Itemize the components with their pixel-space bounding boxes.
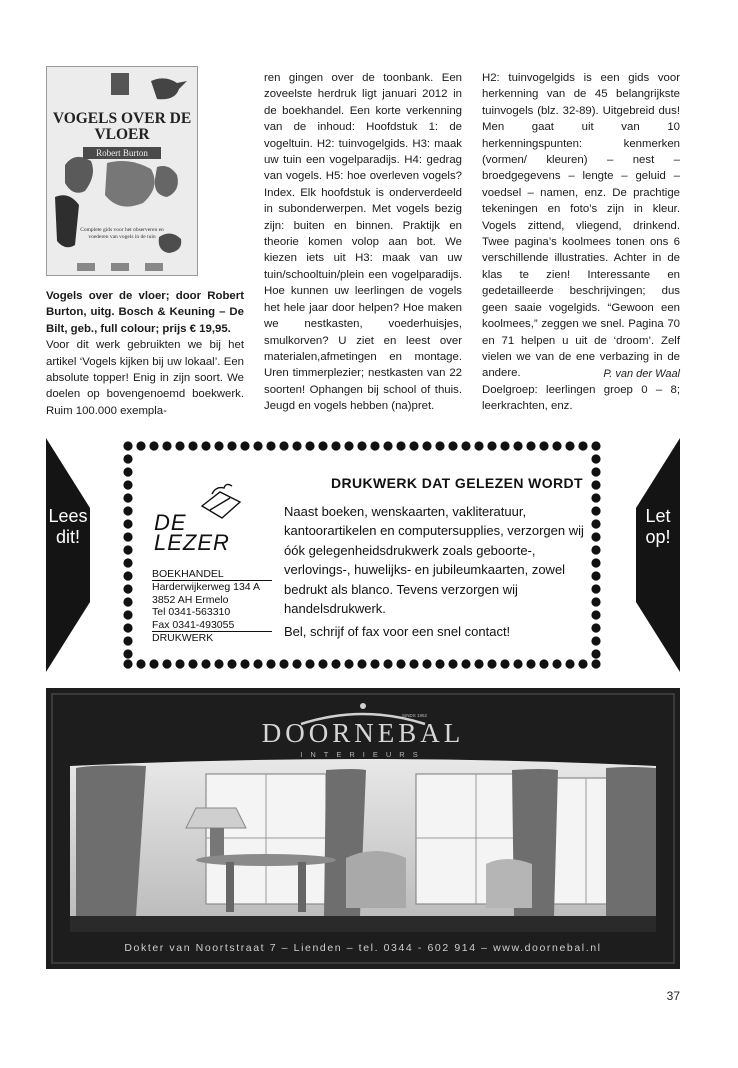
article-column-2 [264,70,462,415]
article-column-3 [482,70,680,415]
border-dots-top [136,441,587,450]
lezer-phone: Tel 0341-563310 [152,606,231,619]
doornebal-tagline: INTERIEURS [300,750,426,759]
article-text-col2: ren gingen over de toonbank. Een zoveelste herdruk ligt januari 2012 in de boekhandel. Een korte verkenning van de inhoud: Hoofdstuk 1: de vogeltuin. H2: tuinvogelgids. H3: maak uw tuin een vogelparadijs. H4: gedrag van vogels. H5: hoe overleven vogels? Index. Elk hoofdstuk is onderverdeeld in subonderwerpen. Met vogels bezig zijn: buiten en binnen. Praktijk en theorie komen volop aan bot. We kiezen iets uit H3: maak van uw tuin/schooltuin/plein een vogelparadijs. Hoe kunnen uw leerlingen de vogels het hele jaar door helpen? Hoe maken we nestkasten, voederhuisjes, smulkorven? U ziet en leest over materialen,afmetingen en montage. Uren timmerplezier; nestkasten van 22 soorten! Ophangen bij school of thuis. Jeugd en vogels hebben (na)pret. [264,72,462,413]
boekhandel-label: BOEKHANDEL [152,568,272,581]
ad-doornebal [46,688,680,969]
lezer-fax: Fax 0341-493055 [152,619,272,632]
article-text-col1: Voor dit werk gebruikten we bij het artikel ‘Vogels kijken bij uw lokaal’. Een absolute topper! Enig in zijn soort. We doelen op bovengenoemd boekwerk. Ruim 100.000 exempla- [46,339,244,417]
article-text-col3: H2: tuinvogelgids is een gids voor herkenning van de 45 belangrijkste tuinvogels (blz. 32-89). Uitgebreid dus! Men gaat uit van 10 herkenningspunten: kenmerken (vormen/ kleuren) – nest – broedgegevens – lengte – geluid – voedsel – namen, enz. De prachtige tekeningen en foto’s zijn in kleur. Vogels zittend, vliegend, drinkend. Twee pagina’s koolmees tonen ons 6 verschillende illustraties. Achter in de klas te zien! Interessante en gedetailleerde beschrijvingen; dus geen saaie vogelgids. “Gewoon een koolmees,” zeggen we snel. Pagina 70 en 71 helpen u uit de ‘droom’. Zelf vielen we van de ene verbazing in de andere. [482,72,680,380]
ad-body-text: Naast boeken, wenskaarten, vakliteratuur, kantoorartikelen en computersupplies, verzorgen wij óók gelegenheidsdrukwerk zoals geboorte-, verlovings-, huwelijks- en jubileumkaarten, zowel bedrukt als blanco. Tevens verzorgen wij handelsdrukwerk. [284,504,584,617]
border-dots-bottom [136,659,587,668]
book-caption: Vogels over de vloer; door Robert Burton, uitg. Bosch & Keuning – De Bilt, geb., full colour; prijs € 19,95. [46,290,244,335]
doornebal-since: SINDS 1952 [402,713,428,718]
book-cover-author: Robert Burton [83,147,161,159]
book-cover-illustration [47,67,197,275]
logo-de: DE [154,510,187,535]
doornebal-footer: Dokter van Noortstraat 7 – Lienden – tel. 0344 - 602 914 – www.doornebal.nl [124,942,602,954]
right-arrow-shape [636,438,680,672]
ad-de-lezer [46,438,680,672]
book-cover-image [46,66,198,276]
left-arrow-shape [46,438,90,672]
drukwerk-label: DRUKWERK [152,632,214,645]
book-cover-subtitle: Complete gids voor het observeren en voederen van vogels in de tuin [80,227,164,240]
article-author: P. van der Waal [603,368,680,380]
lezer-address: Harderwijkerweg 134 A [152,581,260,594]
border-dots-left [123,441,132,668]
doornebal-brand: DOORNEBAL [261,718,465,748]
border-dots-right [591,441,600,668]
lezer-postcode: 3852 AH Ermelo [152,593,229,606]
page-number: 37 [666,989,680,1003]
book-cover-title: VOGELS OVER DE VLOER [52,110,192,143]
article-target-group: Doelgroep: leerlingen groep 0 – 8; leerkrachten, enz. [482,383,680,413]
let-op-label: Let op! [645,506,671,547]
ad-heading: DRUKWERK DAT GELEZEN WORDT [331,475,584,491]
article-column-1 [46,66,244,419]
de-lezer-logo [154,510,230,555]
lees-dit-label: Lees dit! [48,506,88,547]
logo-lezer: LEZER [154,530,230,555]
ad-contact-line: Bel, schrijf of fax voor een snel contact! [284,624,511,639]
lezer-contact-block [152,568,272,644]
